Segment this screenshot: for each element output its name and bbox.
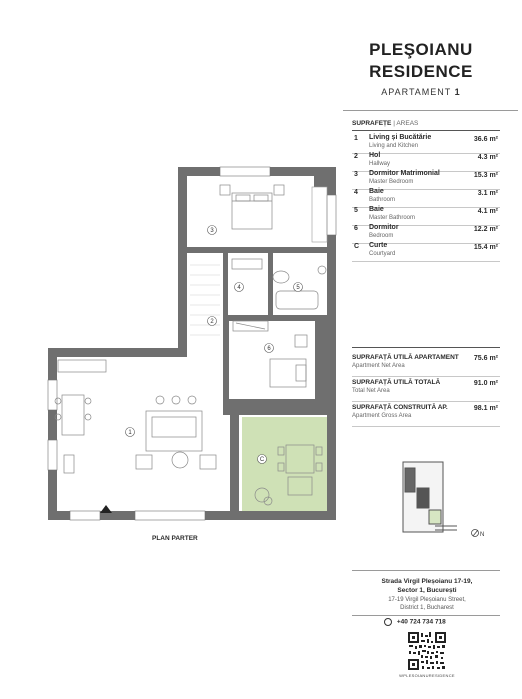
floor-plan <box>40 155 340 530</box>
key-plan <box>395 448 505 548</box>
wall-left-upper <box>178 167 187 357</box>
room-marker-c <box>258 455 267 464</box>
total-row-name: SUPRAFAȚĂ UTILĂ TOTALĂ <box>352 379 441 386</box>
room-marker-4 <box>235 283 244 292</box>
total-row <box>352 352 500 377</box>
total-row-subtitle: Apartment Gross Area <box>352 413 412 419</box>
window-bedroom <box>220 167 270 176</box>
north-label: N <box>480 532 485 538</box>
bath-5-toilet <box>273 271 289 283</box>
total-row-name: SUPRAFAȚĂ CONSTRUITĂ AP. <box>352 404 448 411</box>
key-plan-courtyard <box>429 510 441 524</box>
room-marker-5 <box>294 283 303 292</box>
title-line-2: RESIDENCE <box>369 62 473 81</box>
room-marker-2 <box>208 317 217 326</box>
area-row-value: 12.2 m² <box>473 226 498 233</box>
room-marker-2-label: 2 <box>210 319 214 325</box>
window-bedroom-side <box>327 195 336 235</box>
totals-top-rule <box>352 347 500 348</box>
wall-bath5-left <box>268 253 273 315</box>
area-row-value: 15.3 m² <box>473 172 498 179</box>
bed-6 <box>270 359 306 387</box>
area-row-number: 1 <box>354 135 358 142</box>
area-row-number: 2 <box>354 153 358 160</box>
area-row-subtitle: Bedroom <box>369 233 394 239</box>
area-row-subtitle: Hallway <box>369 161 391 167</box>
apartment-number: 1 <box>454 87 461 97</box>
total-row-subtitle: Apartment Net Area <box>352 363 405 369</box>
area-row-value: 36.6 m² <box>473 136 498 143</box>
area-row-number: 4 <box>354 189 358 196</box>
areas-header-rule <box>352 130 500 131</box>
window-living-bottom-1 <box>70 511 100 520</box>
room-marker-6-label: 6 <box>267 346 271 352</box>
area-row-name: Dormitor <box>369 224 399 231</box>
total-row-value: 91.0 m² <box>473 380 498 387</box>
bath-4-counter <box>232 259 262 269</box>
coffee-table <box>172 452 188 468</box>
area-row-value: 15.4 m² <box>473 244 498 251</box>
bath-5-sink <box>318 266 326 274</box>
entrance-arrow-icon <box>100 505 112 513</box>
wall-bath4-left <box>223 253 228 321</box>
wall-right-lower <box>230 415 239 520</box>
tv-unit <box>64 455 74 473</box>
area-row-value: 4.1 m² <box>477 208 498 215</box>
room-marker-1 <box>126 428 135 437</box>
wall-left-lower <box>48 348 57 518</box>
area-row-number: 5 <box>354 207 358 214</box>
area-row-number: C <box>354 243 360 250</box>
areas-heading-ro: SUPRAFEȚE <box>352 120 392 127</box>
area-row-name: Hol <box>369 152 381 159</box>
room-marker-6 <box>265 344 274 353</box>
address-en-line-1: 17-19 Virgil Pleșoianu Street, <box>388 597 466 603</box>
wall-corner-notch <box>314 167 336 187</box>
area-row-number: 6 <box>354 225 358 232</box>
contact-mid-rule <box>352 615 500 616</box>
area-row-name: Curte <box>369 242 388 249</box>
north-arrow-icon <box>472 530 479 537</box>
total-row <box>352 402 500 427</box>
wall-courtyard-right <box>327 389 336 520</box>
total-row-value: 98.1 m² <box>473 405 498 412</box>
room-marker-4-label: 4 <box>237 285 241 291</box>
address-en-line-2: District 1, Bucharest <box>400 605 454 611</box>
apartment-label-text: APARTAMENT <box>381 87 452 97</box>
contact-top-rule <box>352 570 500 571</box>
wall-bedroom-bottom <box>187 247 327 253</box>
phone-number: +40 724 734 718 <box>396 618 446 626</box>
total-row <box>352 377 500 402</box>
room-marker-1-label: 1 <box>128 430 132 436</box>
total-row-value: 75.6 m² <box>473 355 498 362</box>
areas-heading <box>352 120 418 127</box>
area-row-number: 3 <box>354 171 358 178</box>
area-row-subtitle: Master Bedroom <box>369 179 414 185</box>
area-row-subtitle: Living and Kitchen <box>369 143 419 149</box>
area-row-subtitle: Courtyard <box>369 251 396 257</box>
area-row <box>352 241 500 262</box>
key-plan-unit-highlight <box>417 488 429 508</box>
room-marker-3-label: 3 <box>210 228 214 234</box>
total-row-name: SUPRAFAȚĂ UTILĂ APARTAMENT <box>352 354 459 361</box>
qr-code[interactable] <box>407 631 447 671</box>
qr-caption: WPLESOIANURESIDENCE <box>399 673 455 678</box>
wall-top-lower <box>48 348 187 357</box>
kitchen-counter <box>58 360 106 372</box>
wardrobe-strip <box>312 187 327 242</box>
wall-bath-bottom <box>223 315 327 321</box>
room-marker-3 <box>208 226 217 235</box>
phone-row[interactable] <box>384 618 470 626</box>
total-row-subtitle: Total Net Area <box>352 388 390 394</box>
wall-bedroom6-bottom <box>223 399 327 415</box>
bath-5-tub <box>276 291 318 309</box>
room-marker-c-label: C <box>259 457 265 463</box>
room-marker-5-label: 5 <box>296 285 300 291</box>
address-line-1: Strada Virgil Pleșoianu 17-19, <box>381 578 473 585</box>
window-living-bottom-2 <box>135 511 205 520</box>
area-row-subtitle: Bathroom <box>369 197 396 203</box>
area-row-name: Living și Bucătărie <box>369 134 432 141</box>
areas-heading-en: | AREAS <box>393 120 419 127</box>
plan-label: PLAN PARTER <box>152 535 198 542</box>
wall-courtyard-bottom <box>239 511 330 520</box>
dining-table <box>62 395 84 435</box>
area-row-name: Dormitor Matrimonial <box>369 170 440 177</box>
wall-bedroom6-right <box>315 315 327 415</box>
area-row-subtitle: Master Bathroom <box>369 215 416 221</box>
window-living-1 <box>48 380 57 410</box>
title-divider <box>343 110 518 111</box>
window-living-2 <box>48 440 57 470</box>
area-row-name: Baie <box>369 206 384 213</box>
apartment-label <box>346 87 496 97</box>
area-row-value: 4.3 m² <box>477 154 498 161</box>
area-row-value: 3.1 m² <box>477 190 498 197</box>
bed-master <box>232 193 272 229</box>
area-row-name: Baie <box>369 188 384 195</box>
phone-icon <box>384 618 392 626</box>
title-line-1: PLEŞOIANU <box>369 40 473 59</box>
key-plan-unit-a <box>405 468 415 492</box>
address-line-2: Sector 1, București <box>397 587 457 594</box>
wall-bedroom6-left <box>223 315 229 405</box>
